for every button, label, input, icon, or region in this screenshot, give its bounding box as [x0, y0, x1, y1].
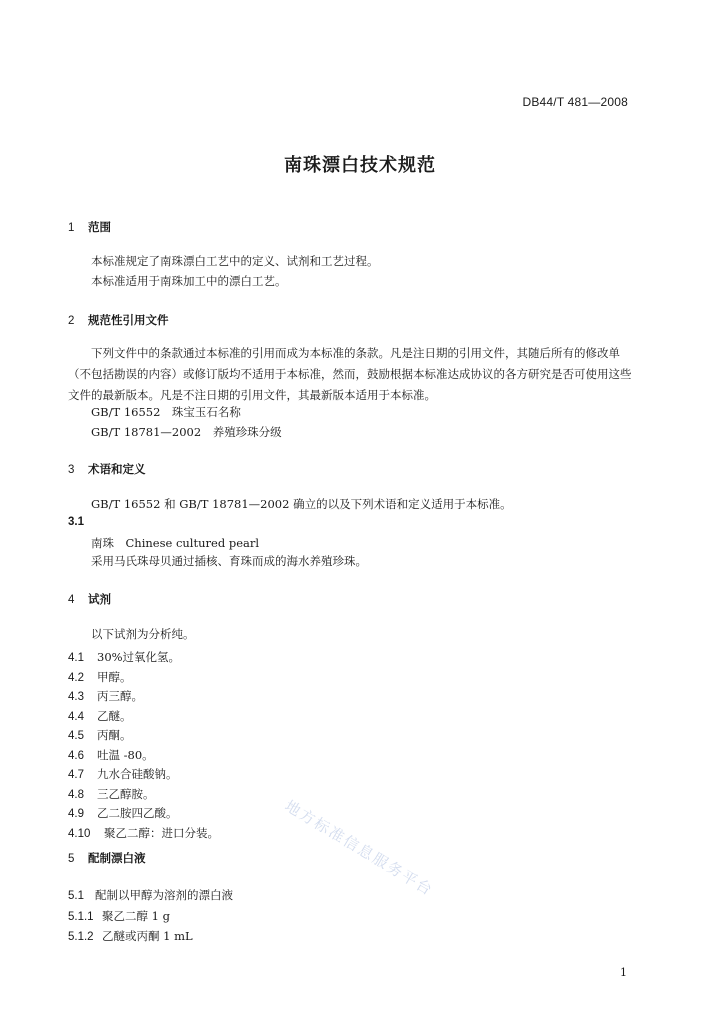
reference-gb-t-18781: GB/T 18781—2002 养殖珍珠分级: [91, 425, 282, 439]
item-number: 4.9: [68, 808, 84, 820]
list-item: [68, 685, 219, 705]
document-title: 南珠漂白技术规范: [284, 155, 436, 176]
standard-number: DB44/T 481—2008: [522, 95, 628, 109]
list-item: [68, 705, 219, 725]
list-item: [68, 646, 219, 666]
item-number: 4.3: [68, 691, 84, 703]
section-5-heading: [68, 850, 146, 866]
item-text: 乙二胺四乙酸。: [97, 806, 178, 820]
section-5-number: 5: [68, 853, 75, 865]
reagent-list: [68, 646, 219, 841]
item-number: 4.8: [68, 788, 84, 801]
item-text: 甲醇。: [97, 669, 132, 684]
subsection-5-1-title: 配制以甲醇为溶剂的漂白液: [95, 888, 233, 902]
section-1-paragraph-2: 本标准适用于南珠加工中的漂白工艺。: [91, 274, 287, 288]
list-item: [68, 666, 219, 686]
section-2-paragraph: 下列文件中的条款通过本标准的引用而成为本标准的条款。凡是注日期的引用文件，其随后所有的修改单（不包括勘误的内容）或修订版均不适用于本标准，然而，鼓励根据本标准达成协议的各方研究是否可使用这些文件的最新版本。凡是不注日期的引用文件，其最新版本适用于本标准。: [68, 346, 632, 402]
section-4-title: 试剂: [88, 592, 111, 606]
section-2-number: 2: [68, 315, 75, 327]
section-1-title: 范围: [88, 220, 111, 234]
section-4-heading: [68, 591, 111, 607]
subsection-5-1-2-text: 乙醚或丙酮 1 mL: [102, 929, 193, 943]
item-number: 4.10: [68, 827, 91, 840]
item-text: 丙酮。: [97, 728, 132, 742]
list-item: [68, 783, 219, 803]
item-number: 4.5: [68, 730, 84, 742]
watermark: 地方标准信息服务平台: [281, 796, 437, 900]
item-number: 4.4: [68, 710, 84, 723]
section-3-intro: GB/T 16552 和 GB/T 18781—2002 确立的以及下列术语和定义适用于本标准。: [91, 497, 512, 511]
subsection-5-1-number: 5.1: [68, 890, 84, 902]
list-item: [68, 763, 219, 783]
section-4-number: 4: [68, 594, 75, 606]
section-5-title: 配制漂白液: [88, 851, 146, 865]
reference-gb-t-16552: GB/T 16552 珠宝玉石名称: [91, 405, 241, 419]
item-number: 4.2: [68, 671, 84, 684]
item-text: 乙醚。: [97, 708, 132, 723]
list-item: [68, 724, 219, 744]
section-3-heading: [68, 461, 146, 477]
section-1-number: 1: [68, 222, 75, 234]
section-1-paragraph-1: 本标准规定了南珠漂白工艺中的定义、试剂和工艺过程。: [91, 254, 379, 268]
item-text: 聚乙二醇：进口分装。: [104, 825, 219, 840]
subsection-5-1-1-number: 5.1.1: [68, 911, 94, 923]
subsection-3-1-number: 3.1: [68, 516, 84, 528]
page-number: 1: [620, 966, 627, 979]
item-text: 三乙醇胺。: [97, 786, 155, 801]
subsection-5-1-2: [68, 925, 193, 944]
section-3-title: 术语和定义: [88, 462, 146, 476]
subsection-5-1-2-number: 5.1.2: [68, 931, 94, 943]
term-nanzhu: 南珠 Chinese cultured pearl: [91, 536, 260, 550]
section-1-heading: [68, 219, 111, 235]
term-definition: 采用马氏珠母贝通过插核、育珠而成的海水养殖珍珠。: [91, 554, 367, 568]
list-item: [68, 822, 219, 842]
subsection-5-1-1: [68, 905, 170, 924]
item-text: 丙三醇。: [97, 689, 143, 703]
list-item: [68, 744, 219, 764]
item-text: 吐温 -80。: [97, 747, 154, 762]
section-3-number: 3: [68, 464, 75, 476]
item-number: 4.7: [68, 769, 84, 781]
section-2-title: 规范性引用文件: [88, 313, 169, 327]
subsection-5-1-heading: [68, 884, 233, 903]
section-2-heading: [68, 312, 169, 328]
item-number: 4.6: [68, 749, 84, 762]
section-4-intro: 以下试剂为分析纯。: [91, 627, 195, 641]
item-text: 九水合硅酸钠。: [97, 767, 178, 781]
subsection-5-1-1-text: 聚乙二醇 1 g: [102, 909, 170, 923]
item-number: 4.1: [68, 652, 84, 664]
item-text: 30%过氧化氢。: [97, 650, 181, 664]
list-item: [68, 802, 219, 822]
